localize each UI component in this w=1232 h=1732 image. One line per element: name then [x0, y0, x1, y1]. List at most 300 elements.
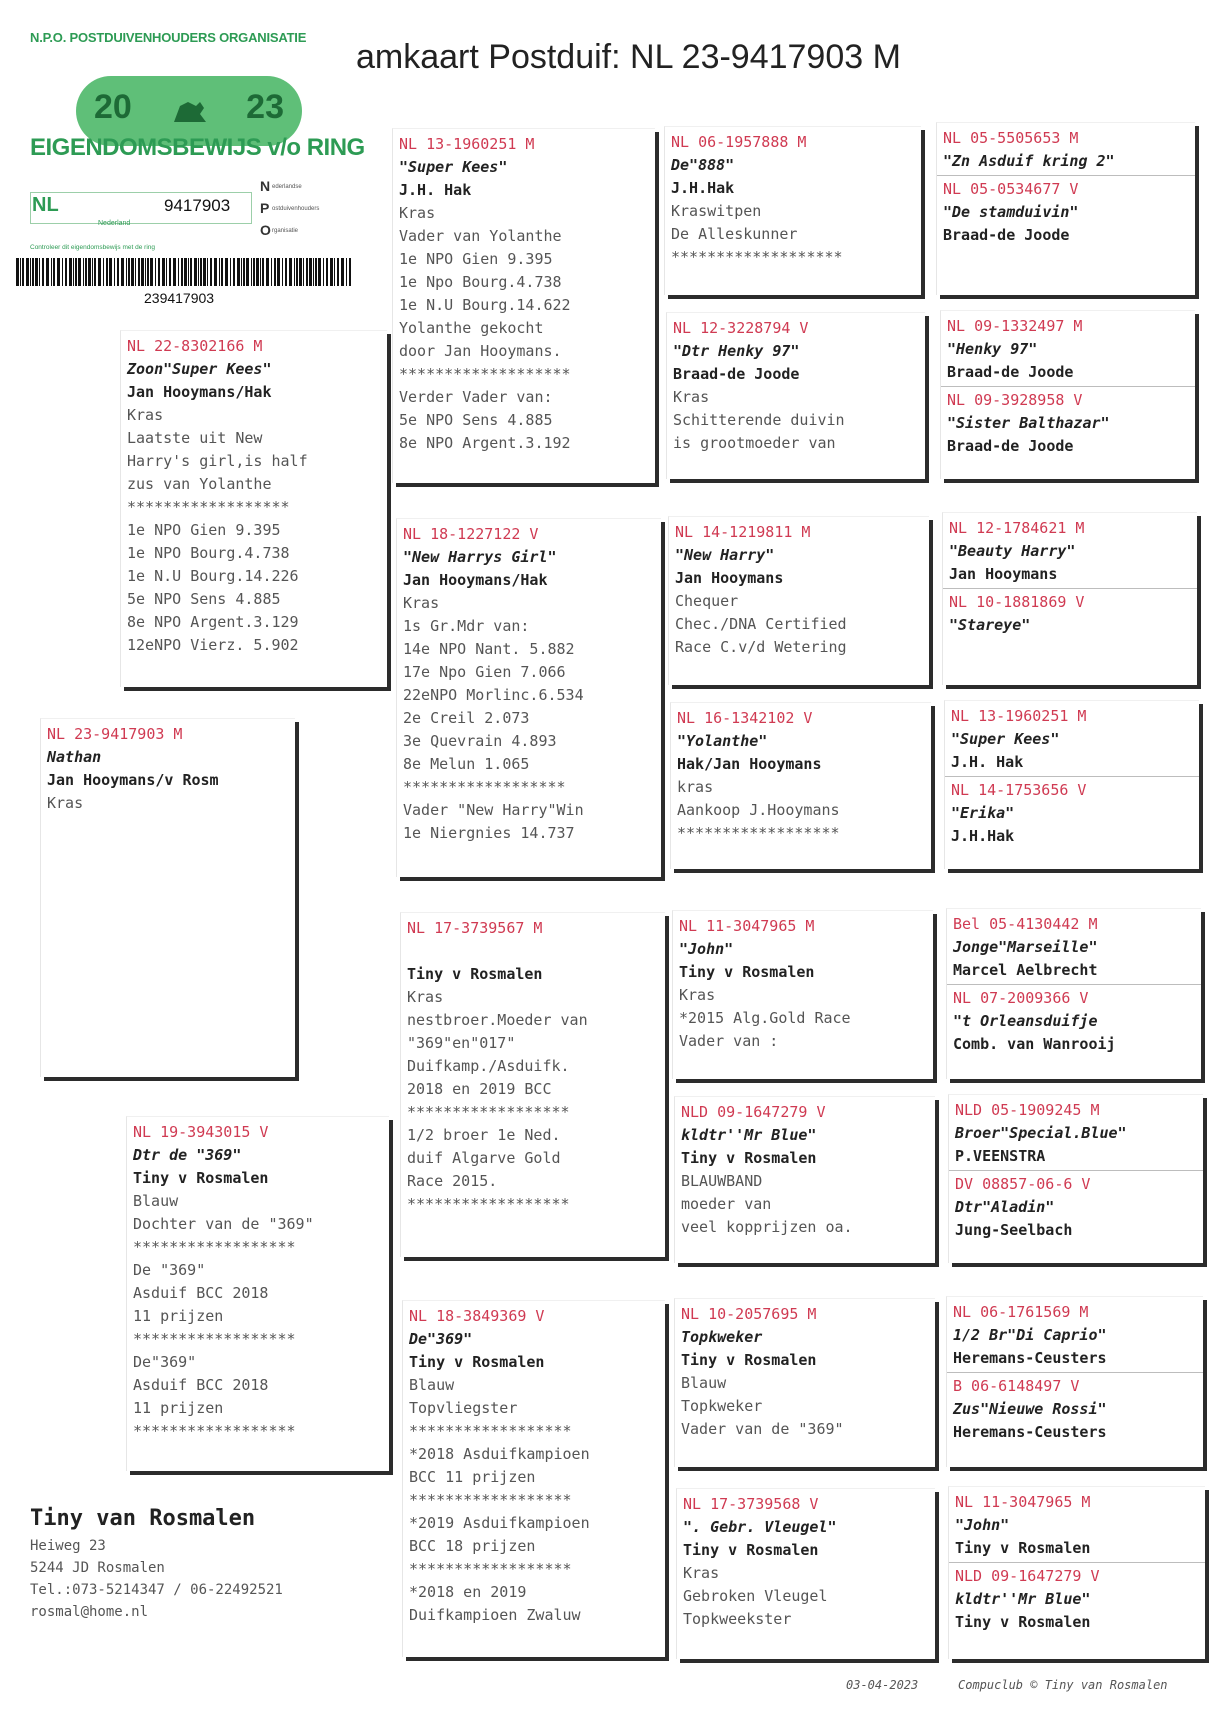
breeder-name: Jan Hooymans/Hak	[403, 571, 548, 589]
barcode-bar	[198, 258, 199, 286]
owner-name: Tiny van Rosmalen	[30, 1506, 256, 1531]
barcode-bar	[57, 258, 60, 286]
cert-owner-label: EIGENDOMSBEWIJS v/o RING	[30, 134, 365, 161]
card-gggs-4	[944, 700, 1199, 869]
barcode-bar	[203, 258, 206, 286]
lion-emblem-icon	[170, 98, 210, 126]
card-text-line: 1e NPO Gien 9.395	[399, 250, 553, 268]
card-text-line: veel kopprijzen oa.	[681, 1218, 853, 1236]
barcode-bar	[26, 258, 29, 286]
barcode-bar	[51, 258, 52, 286]
barcode-bar	[75, 258, 77, 286]
cert-organization: N.P.O. POSTDUIVENHOUDERS ORGANISATIE	[30, 30, 307, 45]
breeder-name: Tiny v Rosmalen	[955, 1539, 1091, 1557]
card-text-line: BCC 18 prijzen	[409, 1537, 536, 1555]
card-divider	[947, 984, 1201, 985]
barcode-bar	[313, 258, 314, 286]
barcode-bar	[309, 258, 312, 286]
card-text-line: ******************	[409, 1422, 572, 1440]
pigeon-name: Topkweker	[681, 1328, 763, 1346]
card-gggs-3	[942, 512, 1197, 685]
card-dam	[126, 1116, 389, 1471]
side-text-o: rganisatie	[272, 228, 299, 234]
ring-number: NL 17-3739567 M	[407, 919, 543, 937]
card-divider	[943, 588, 1197, 589]
card-text-line: Laatste uit New	[127, 429, 263, 447]
breeder-name: Tiny v Rosmalen	[409, 1353, 545, 1371]
card-gggs-5	[946, 908, 1201, 1079]
pigeon-name: "Beauty Harry"	[949, 542, 1076, 560]
card-ggs-3	[668, 516, 929, 685]
card-text-line: ******************	[133, 1330, 296, 1348]
breeder-name: Heremans-Ceusters	[953, 1423, 1107, 1441]
barcode-bar	[73, 258, 74, 286]
card-text-line: Kras	[673, 388, 710, 406]
ring-number: NLD 09-1647279 V	[955, 1567, 1100, 1585]
barcode-bar	[237, 258, 240, 286]
pigeon-name: "Super Kees"	[399, 158, 508, 176]
card-text-line: Duifkampioen Zwaluw	[409, 1606, 581, 1624]
card-text-line: nestbroer.Moeder van	[407, 1011, 588, 1029]
pigeon-name: "Sister Balthazar"	[947, 414, 1110, 432]
card-text-line: Vader van :	[679, 1032, 779, 1050]
card-text-line: Kras	[683, 1564, 720, 1582]
barcode-bar	[83, 258, 84, 286]
barcode-bar	[194, 258, 197, 286]
ring-number: NL 16-1342102 V	[677, 709, 813, 727]
footer-date: 03-04-2023	[846, 1678, 919, 1692]
barcode-bar	[178, 258, 179, 286]
year-right: 23	[246, 88, 284, 126]
card-text-line: *2018 en 2019	[409, 1583, 527, 1601]
breeder-name: Braad-de Joode	[943, 226, 1070, 244]
ring-number: NL 11-3047965 M	[955, 1493, 1091, 1511]
barcode-bar	[289, 258, 292, 286]
barcode-bar	[251, 258, 252, 286]
card-text-line: Harry's girl,is half	[127, 452, 308, 470]
card-text-line: 1e NPO Bourg.4.738	[127, 544, 290, 562]
barcode-bar	[188, 258, 189, 286]
barcode-bar	[318, 258, 321, 286]
barcode-bar	[30, 258, 31, 286]
barcode-bar	[98, 258, 101, 286]
ring-number: NL 11-3047965 M	[679, 917, 815, 935]
ring-number: NL 05-0534677 V	[943, 180, 1079, 198]
card-gggs-1	[936, 122, 1195, 295]
card-text-line: ******************	[133, 1238, 296, 1256]
ring-number: NL 18-3849369 V	[409, 1307, 545, 1325]
barcode-bar	[243, 258, 245, 286]
card-text-line: 14e NPO Nant. 5.882	[403, 640, 575, 658]
barcode-bar	[334, 258, 335, 286]
barcode-bar	[62, 258, 63, 286]
barcode-bar	[88, 258, 91, 286]
side-letter-p: P	[260, 200, 270, 216]
barcode-bar	[114, 258, 115, 286]
pigeon-name: Dtr de "369"	[133, 1146, 242, 1164]
barcode-bar	[323, 258, 324, 286]
barcode-bar	[184, 258, 187, 286]
card-text-line: ******************	[409, 1560, 572, 1578]
ring-number: NL 05-5505653 M	[943, 129, 1079, 147]
card-text-line: Topkweker	[681, 1397, 763, 1415]
barcode-bar	[349, 258, 351, 286]
barcode-bar	[53, 258, 55, 286]
breeder-name: Jan Hooymans	[675, 569, 784, 587]
card-text-line: De "369"	[133, 1261, 206, 1279]
cert-control-text: Controleer dit eigendomsbewijs met de ring	[30, 244, 156, 251]
card-ggs-5	[672, 910, 933, 1079]
pigeon-name: "John"	[679, 940, 734, 958]
card-gggs-7	[946, 1296, 1203, 1467]
card-text-line: *2015 Alg.Gold Race	[679, 1009, 851, 1027]
card-divider	[949, 1170, 1203, 1171]
breeder-name: J.H. Hak	[399, 181, 472, 199]
breeder-name: Jan Hooymans/v Rosm	[47, 771, 219, 789]
card-text-line: 2e Creil 2.073	[403, 709, 530, 727]
card-ggs-1	[664, 126, 921, 295]
breeder-name: J.H.Hak	[951, 827, 1015, 845]
pigeon-name: "Stareye"	[949, 616, 1031, 634]
card-text-line: 3e Quevrain 4.893	[403, 732, 557, 750]
pigeon-name: Zus"Nieuwe Rossi"	[953, 1400, 1107, 1418]
pigeon-name: "Henky 97"	[947, 340, 1038, 358]
barcode-bar	[158, 258, 160, 286]
card-text-line: 1/2 broer 1e Ned.	[407, 1126, 561, 1144]
card-text-line: ******************	[127, 498, 290, 516]
card-ggd-2	[666, 312, 925, 479]
barcode-bar	[92, 258, 93, 286]
barcode-bar	[35, 258, 38, 286]
barcode-bar	[306, 258, 308, 286]
breeder-name: Tiny v Rosmalen	[681, 1351, 817, 1369]
owner-address-block	[30, 1506, 283, 1623]
barcode-bar	[121, 258, 124, 286]
card-ggd-8	[676, 1488, 935, 1659]
card-ggs-7	[674, 1298, 935, 1467]
owner-phone: Tel.:073-5214347 / 06-22492521	[30, 1582, 283, 1598]
barcode-bar	[126, 258, 127, 286]
barcode-bar	[315, 258, 317, 286]
card-text-line: Kras	[403, 594, 440, 612]
owner-city: 5244 JD Rosmalen	[30, 1560, 165, 1576]
ring-number: NL 07-2009366 V	[953, 989, 1089, 1007]
breeder-name: Tiny v Rosmalen	[133, 1169, 269, 1187]
pigeon-name: "Yolanthe"	[677, 732, 768, 750]
barcode-bar	[42, 258, 44, 286]
card-granddam-paternal	[396, 518, 661, 877]
barcode-bar	[337, 258, 339, 286]
card-text-line: Asduif BCC 2018	[133, 1284, 269, 1302]
ring-number: B 06-6148497 V	[953, 1377, 1080, 1395]
breeder-name: Tiny v Rosmalen	[679, 963, 815, 981]
card-text-line	[401, 940, 665, 963]
barcode-bar	[296, 258, 298, 286]
card-text-line: ******************	[133, 1422, 296, 1440]
barcode-bar	[46, 258, 49, 286]
owner-email[interactable]: rosmal@home.nl	[30, 1604, 149, 1620]
side-letter-o: O	[260, 222, 271, 238]
breeder-name: Jan Hooymans/Hak	[127, 383, 272, 401]
card-text-line: Asduif BCC 2018	[133, 1376, 269, 1394]
pigeon-name: "Erika"	[951, 804, 1015, 822]
pigeon-name: "New Harry"	[675, 546, 775, 564]
ring-number: Bel 05-4130442 M	[953, 915, 1098, 933]
card-divider	[937, 175, 1195, 176]
pigeon-name: "Dtr Henky 97"	[673, 342, 800, 360]
footer-copyright: Compuclub © Tiny van Rosmalen	[958, 1678, 1168, 1692]
ring-number: NL 10-2057695 M	[681, 1305, 817, 1323]
pigeon-name: De"369"	[409, 1330, 473, 1348]
pigeon-name: Dtr"Aladin"	[955, 1198, 1055, 1216]
barcode-bar	[233, 258, 235, 286]
card-text-line: Schitterende duivin	[673, 411, 845, 429]
breeder-name: Jung-Seelbach	[955, 1221, 1073, 1239]
card-text-line: Kras	[679, 986, 716, 1004]
barcode-bar	[138, 258, 140, 286]
barcode-bar	[271, 258, 272, 286]
breeder-name: J.H. Hak	[951, 753, 1024, 771]
card-text-line: 1e NPO Gien 9.395	[127, 521, 281, 539]
barcode-bar	[169, 258, 171, 286]
barcode-bar	[106, 258, 108, 286]
ring-number: NL 06-1761569 M	[953, 1303, 1089, 1321]
barcode-number: 239417903	[144, 290, 215, 306]
breeder-name: Hak/Jan Hooymans	[677, 755, 822, 773]
barcode-bar	[103, 258, 104, 286]
card-text-line: Vader van de "369"	[681, 1420, 844, 1438]
card-text-line: Chequer	[675, 592, 739, 610]
card-text-line: *******************	[399, 365, 571, 383]
barcode-bar	[241, 258, 242, 286]
barcode-bar	[131, 258, 134, 286]
ring-number: NL 22-8302166 M	[127, 337, 263, 355]
cert-ned-label: Nederland	[98, 220, 131, 227]
barcode-bar	[219, 258, 220, 286]
barcode-bar	[173, 258, 176, 286]
pigeon-name: kldtr''Mr Blue"	[681, 1126, 817, 1144]
barcode-bar	[155, 258, 156, 286]
card-text-line: is grootmoeder van	[673, 434, 836, 452]
barcode-bar	[225, 258, 228, 286]
barcode-bar	[230, 258, 231, 286]
card-text-line: Kras	[127, 406, 164, 424]
cert-ring-number: 9417903	[164, 196, 231, 215]
ring-number: NL 17-3739568 V	[683, 1495, 819, 1513]
barcode-bar	[246, 258, 249, 286]
card-text-line: *2018 Asduifkampioen	[409, 1445, 590, 1463]
barcode-bar	[150, 258, 153, 286]
card-granddam-maternal	[402, 1300, 665, 1657]
card-text-line: Verder Vader van:	[399, 388, 553, 406]
card-text-line: 8e Melun 1.065	[403, 755, 530, 773]
barcode-bar	[65, 258, 67, 286]
barcode-bar	[117, 258, 119, 286]
barcode-bar	[274, 258, 276, 286]
card-text-line: BCC 11 prijzen	[409, 1468, 536, 1486]
card-text-line: Duifkamp./Asduifk.	[407, 1057, 570, 1075]
card-text-line: Kraswitpen	[671, 202, 762, 220]
barcode-bar	[294, 258, 295, 286]
barcode-bar	[221, 258, 223, 286]
card-ggd-4	[670, 702, 931, 869]
card-text-line: Vader "New Harry"Win	[403, 801, 584, 819]
pigeon-name: 1/2 Br"Di Caprio"	[953, 1326, 1107, 1344]
card-text-line: kras	[677, 778, 714, 796]
year-left: 20	[94, 88, 132, 126]
barcode-bar	[69, 258, 72, 286]
card-sire	[120, 330, 387, 687]
barcode-bar	[262, 258, 264, 286]
pigeon-name: "Zn Asduif kring 2"	[943, 152, 1115, 170]
ring-number: NLD 05-1909245 M	[955, 1101, 1100, 1119]
barcode-bar	[330, 258, 333, 286]
card-text-line: Topvliegster	[409, 1399, 518, 1417]
barcode-bar	[20, 258, 21, 286]
card-text-line: Blauw	[409, 1376, 455, 1394]
card-text-line: 17e Npo Gien 7.066	[403, 663, 566, 681]
card-text-line: ******************	[407, 1195, 570, 1213]
barcode-bar	[39, 258, 40, 286]
ring-number: NLD 09-1647279 V	[681, 1103, 826, 1121]
pigeon-name: "John"	[955, 1516, 1010, 1534]
card-text-line: *******************	[671, 248, 843, 266]
ring-number: NL 14-1753656 V	[951, 781, 1087, 799]
card-text-line: zus van Yolanthe	[127, 475, 272, 493]
pigeon-name: "New Harrys Girl"	[403, 548, 557, 566]
barcode-bar	[214, 258, 217, 286]
card-text-line: door Jan Hooymans.	[399, 342, 562, 360]
card-text-line: *2019 Asduifkampioen	[409, 1514, 590, 1532]
card-text-line: 1s Gr.Mdr van:	[403, 617, 530, 635]
card-text-line: Blauw	[133, 1192, 179, 1210]
pigeon-name: kldtr''Mr Blue"	[955, 1590, 1091, 1608]
pigeon-name: Zoon"Super Kees"	[127, 360, 272, 378]
card-text-line: 8e NPO Argent.3.129	[127, 613, 299, 631]
ring-number: NL 19-3943015 V	[133, 1123, 269, 1141]
breeder-name: Tiny v Rosmalen	[681, 1149, 817, 1167]
barcode-bar	[253, 258, 255, 286]
card-text-line: 1e Niergnies 14.737	[403, 824, 575, 842]
card-text-line: Kras	[47, 794, 84, 812]
breeder-name: Comb. van Wanrooij	[953, 1035, 1116, 1053]
card-text-line: Topkweekster	[683, 1610, 792, 1628]
card-text-line: 5e NPO Sens 4.885	[127, 590, 281, 608]
ring-number: NL 06-1957888 M	[671, 133, 807, 151]
card-divider	[941, 386, 1195, 387]
pigeon-name: Jonge"Marseille"	[953, 938, 1098, 956]
pigeon-name: "t Orleansduifje	[953, 1012, 1098, 1030]
barcode-bar	[260, 258, 261, 286]
breeder-name: Jan Hooymans	[949, 565, 1058, 583]
ring-number: NL 09-3928958 V	[947, 391, 1083, 409]
barcode-bar	[266, 258, 269, 286]
card-text-line: 11 prijzen	[133, 1399, 224, 1417]
barcode-bar	[166, 258, 167, 286]
barcode-bar	[277, 258, 280, 286]
card-text-line: 1e Npo Bourg.4.738	[399, 273, 562, 291]
card-text-line: Vader van Yolanthe	[399, 227, 562, 245]
barcode-bar	[78, 258, 81, 286]
card-text-line: 1e N.U Bourg.14.226	[127, 567, 299, 585]
breeder-name: Heremans-Ceusters	[953, 1349, 1107, 1367]
card-text-line: Kras	[407, 988, 444, 1006]
barcode-bar	[326, 258, 328, 286]
ring-number: NL 13-1960251 M	[399, 135, 535, 153]
side-text-n: ederlandse	[272, 184, 302, 190]
breeder-name: P.VEENSTRA	[955, 1147, 1046, 1165]
card-grandsire-maternal	[400, 912, 665, 1257]
cert-country: NL	[32, 194, 59, 216]
barcode-bar	[147, 258, 149, 286]
breeder-name: Braad-de Joode	[673, 365, 800, 383]
breeder-name: Tiny v Rosmalen	[407, 965, 543, 983]
card-gggs-2	[940, 310, 1195, 479]
ring-number: DV 08857-06-6 V	[955, 1175, 1091, 1193]
card-text-line: 12eNPO Vierz. 5.902	[127, 636, 299, 654]
barcode-bar	[109, 258, 112, 286]
barcode-bar	[162, 258, 165, 286]
ring-number: NL 18-1227122 V	[403, 525, 539, 543]
barcode-bar	[299, 258, 302, 286]
barcode-bar	[145, 258, 146, 286]
barcode	[16, 258, 354, 286]
card-text-line: 5e NPO Sens 4.885	[399, 411, 553, 429]
barcode-bar	[207, 258, 208, 286]
ring-number: NL 09-1332497 M	[947, 317, 1083, 335]
pigeon-name: "Super Kees"	[951, 730, 1060, 748]
pigeon-name: ". Gebr. Vleugel"	[683, 1518, 837, 1536]
owner-street: Heiweg 23	[30, 1538, 106, 1554]
card-text-line: ******************	[407, 1103, 570, 1121]
barcode-bar	[210, 258, 212, 286]
breeder-name: Braad-de Joode	[947, 363, 1074, 381]
barcode-bar	[256, 258, 259, 286]
barcode-bar	[135, 258, 136, 286]
card-text-line: 8e NPO Argent.3.192	[399, 434, 571, 452]
ring-number: NL 23-9417903 M	[47, 725, 183, 743]
card-text-line: Yolanthe gekocht	[399, 319, 544, 337]
ownership-certificate	[14, 26, 365, 316]
ring-number: NL 13-1960251 M	[951, 707, 1087, 725]
card-text-line: Gebroken Vleugel	[683, 1587, 828, 1605]
card-text-line: BLAUWBAND	[681, 1172, 763, 1190]
barcode-bar	[94, 258, 96, 286]
card-divider	[945, 776, 1199, 777]
barcode-bar	[282, 258, 283, 286]
card-gggs-6	[948, 1094, 1203, 1263]
barcode-bar	[200, 258, 202, 286]
breeder-name: Marcel Aelbrecht	[953, 961, 1098, 979]
pigeon-name: "De stamduivin"	[943, 203, 1079, 221]
card-text-line: duif Algarve Gold	[407, 1149, 561, 1167]
card-grandsire-paternal	[392, 128, 655, 483]
breeder-name: Tiny v Rosmalen	[955, 1613, 1091, 1631]
card-text-line: 11 prijzen	[133, 1307, 224, 1325]
breeder-name: Tiny v Rosmalen	[683, 1541, 819, 1559]
ring-number: NL 14-1219811 M	[675, 523, 811, 541]
ring-number: NL 10-1881869 V	[949, 593, 1085, 611]
side-letter-n: N	[260, 178, 271, 194]
barcode-bar	[181, 258, 183, 286]
card-divider	[949, 1562, 1205, 1563]
side-text-p: ostduivenhouders	[272, 206, 320, 212]
barcode-bar	[341, 258, 344, 286]
barcode-bar	[285, 258, 287, 286]
pigeon-name: Nathan	[47, 748, 102, 766]
barcode-bar	[22, 258, 24, 286]
card-text-line: 22eNPO Morlinc.6.534	[403, 686, 584, 704]
